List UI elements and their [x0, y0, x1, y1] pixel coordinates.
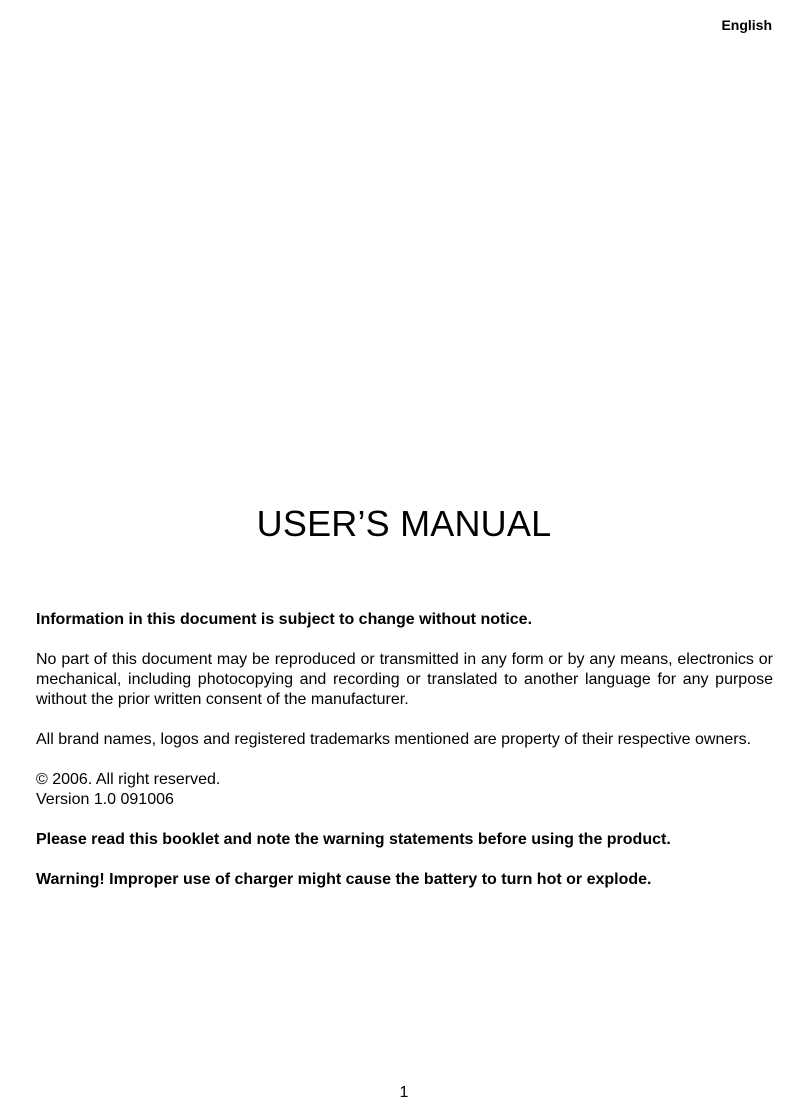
- version-line: Version 1.0 091006: [36, 791, 174, 808]
- page-number: 1: [399, 1084, 409, 1101]
- document-body: [36, 610, 773, 910]
- change-notice: Information in this document is subject to change without notice.: [36, 611, 533, 628]
- page-title: USER’S MANUAL: [256, 503, 552, 544]
- language-label: English: [721, 17, 772, 33]
- trademark-notice: All brand names, logos and registered trademarks mentioned are property of their respective owners.: [36, 731, 752, 748]
- charger-warning: Warning! Improper use of charger might cause the battery to turn hot or explode.: [36, 871, 652, 888]
- read-booklet-notice: Please read this booklet and note the warning statements before using the product.: [36, 831, 671, 848]
- reproduction-notice: No part of this document may be reproduced or transmitted in any form or by any means, electronics or mechanical, including photocopying and recording or translated to another language for any purpose without the prior written consent of the manufacturer.: [36, 651, 773, 708]
- copyright-block: [36, 770, 773, 810]
- copyright-line: © 2006. All right reserved.: [36, 771, 221, 788]
